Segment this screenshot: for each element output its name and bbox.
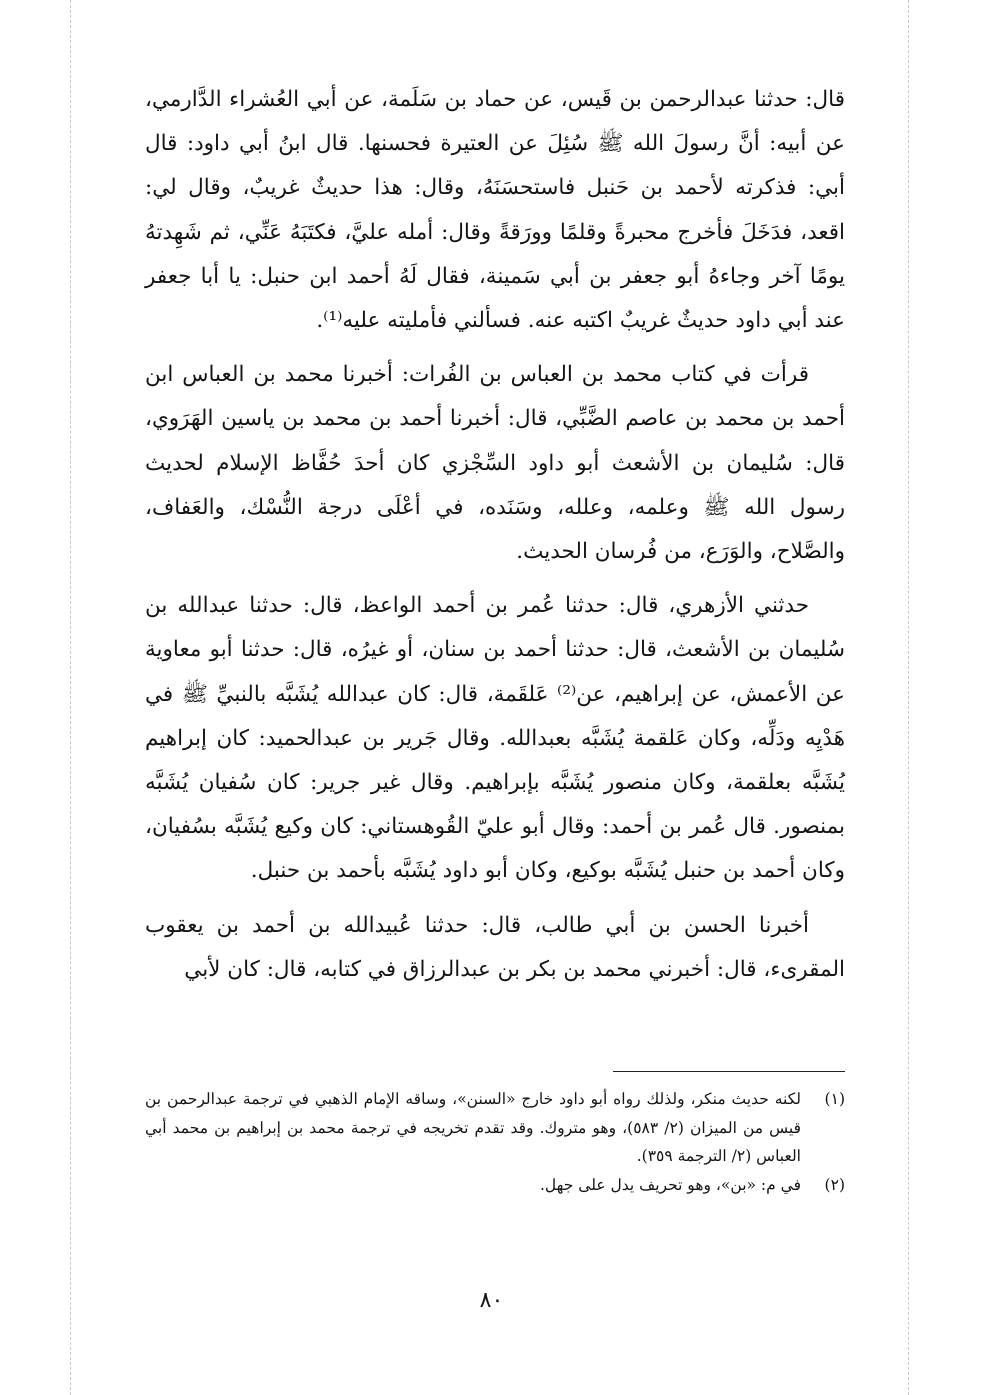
footnote-number: (١) xyxy=(824,1090,845,1108)
main-text xyxy=(145,78,845,992)
paragraph: حدثني الأزهري، قال: حدثنا عُمر بن أحمد الواعظ، قال: حدثنا عبدالله بن سُليمان بن الأشعث، قال: حدثنا أحمد بن سنان، أو غيرُه، قال: حدثنا أبو معاوية عن الأعمش، عن إبراهيم، عن⁽²⁾ عَلقَمة، قال: كان عبدالله يُشَبَّه بالنبيِّ ﷺ في هَدْيِه ودَلِّه، وكان عَلقمة يُشَبَّه بعبدالله. وقال جَرير بن عبدالحميد: كان إبراهيم يُشَبَّه بعلقمة، وكان منصور يُشَبَّه بإبراهيم. وقال غير جرير: كان سُفيان يُشَبَّه بمنصور. قال عُمر بن أحمد: وقال أبو عليّ القُوهستاني: كان وكيع يُشَبَّه بسُفيان، وكان أحمد بن حنبل يُشَبَّه بوكيع، وكان أبو داود يُشَبَّه بأحمد بن حنبل. xyxy=(145,593,845,884)
paragraph: قال: حدثنا عبدالرحمن بن قَيس، عن حماد بن سَلَمة، عن أبي العُشراء الدَّارمي، عن أبيه: أنَّ رسولَ الله ﷺ سُئِلَ عن العتيرة فحسنها. قال ابنُ أبي داود: قال أبي: فذكرته لأحمد بن حَنبل فاستحسَنَهُ، وقال: هذا حديثٌ غريبٌ، وقال لي: اقعد، فدَخَلَ فأخرج محبرةً وقلمًا وورَقةً وقال: أمله عليَّ، فكتَبَهُ عَنِّي، ثم شَهِدتهُ يومًا آخر وجاءهُ أبو جعفر بن أبي سَمينة، فقال لَهُ أحمد ابن حنبل: يا أبا جعفر عند أبي داود حديثٌ غريبٌ اكتبه عنه. فسألني فأمليته عليه⁽¹⁾. xyxy=(145,87,845,334)
footnote-number: (٢) xyxy=(824,1175,845,1194)
paragraph: قرأت في كتاب محمد بن العباس بن الفُرات: أخبرنا محمد بن العباس ابن أحمد بن محمد بن عاصم الضَّبِّي، قال: أخبرنا أحمد بن محمد بن ياسين الهَرَوي، قال: سُليمان بن الأشعث أبو داود السِّجْزي كان أحدَ حُفَّاظ الإسلام لحديث رسول الله ﷺ وعلمه، وعلله، وسَنَده، في أعْلَى درجة النُّسْك، والعَفاف، والصَّلاح، والوَرَع، من فُرسان الحديث. xyxy=(145,362,845,565)
footnote xyxy=(145,1171,845,1200)
crop-mark xyxy=(908,0,909,1395)
footnotes xyxy=(145,1085,845,1199)
page-number: ٨٠ xyxy=(479,1288,504,1313)
footnote-divider xyxy=(613,1071,845,1072)
footnote-text: في م: «بن»، وهو تحريف يدل على جهل. xyxy=(539,1175,801,1194)
crop-mark xyxy=(70,0,71,1395)
footnote-text: لكنه حديث منكر، ولذلك رواه أبو داود خارج «السنن»، وساقه الإمام الذهبي في ترجمة عبدالرحمن بن قيس من الميزان (٢/ ٥٨٣)، وهو متروك. وقد تقدم تخريجه في ترجمة محمد بن إبراهيم بن محمد أبي العباس (٢/ الترجمة ٣٥٩). xyxy=(145,1090,801,1165)
paragraph: أخبرنا الحسن بن أبي طالب، قال: حدثنا عُبيدالله بن أحمد بن يعقوب المقرىء، قال: أخبرني محمد بن بكر بن عبدالرزاق في كتابه، قال: كان لأبي xyxy=(145,912,845,982)
footnote xyxy=(145,1085,845,1171)
